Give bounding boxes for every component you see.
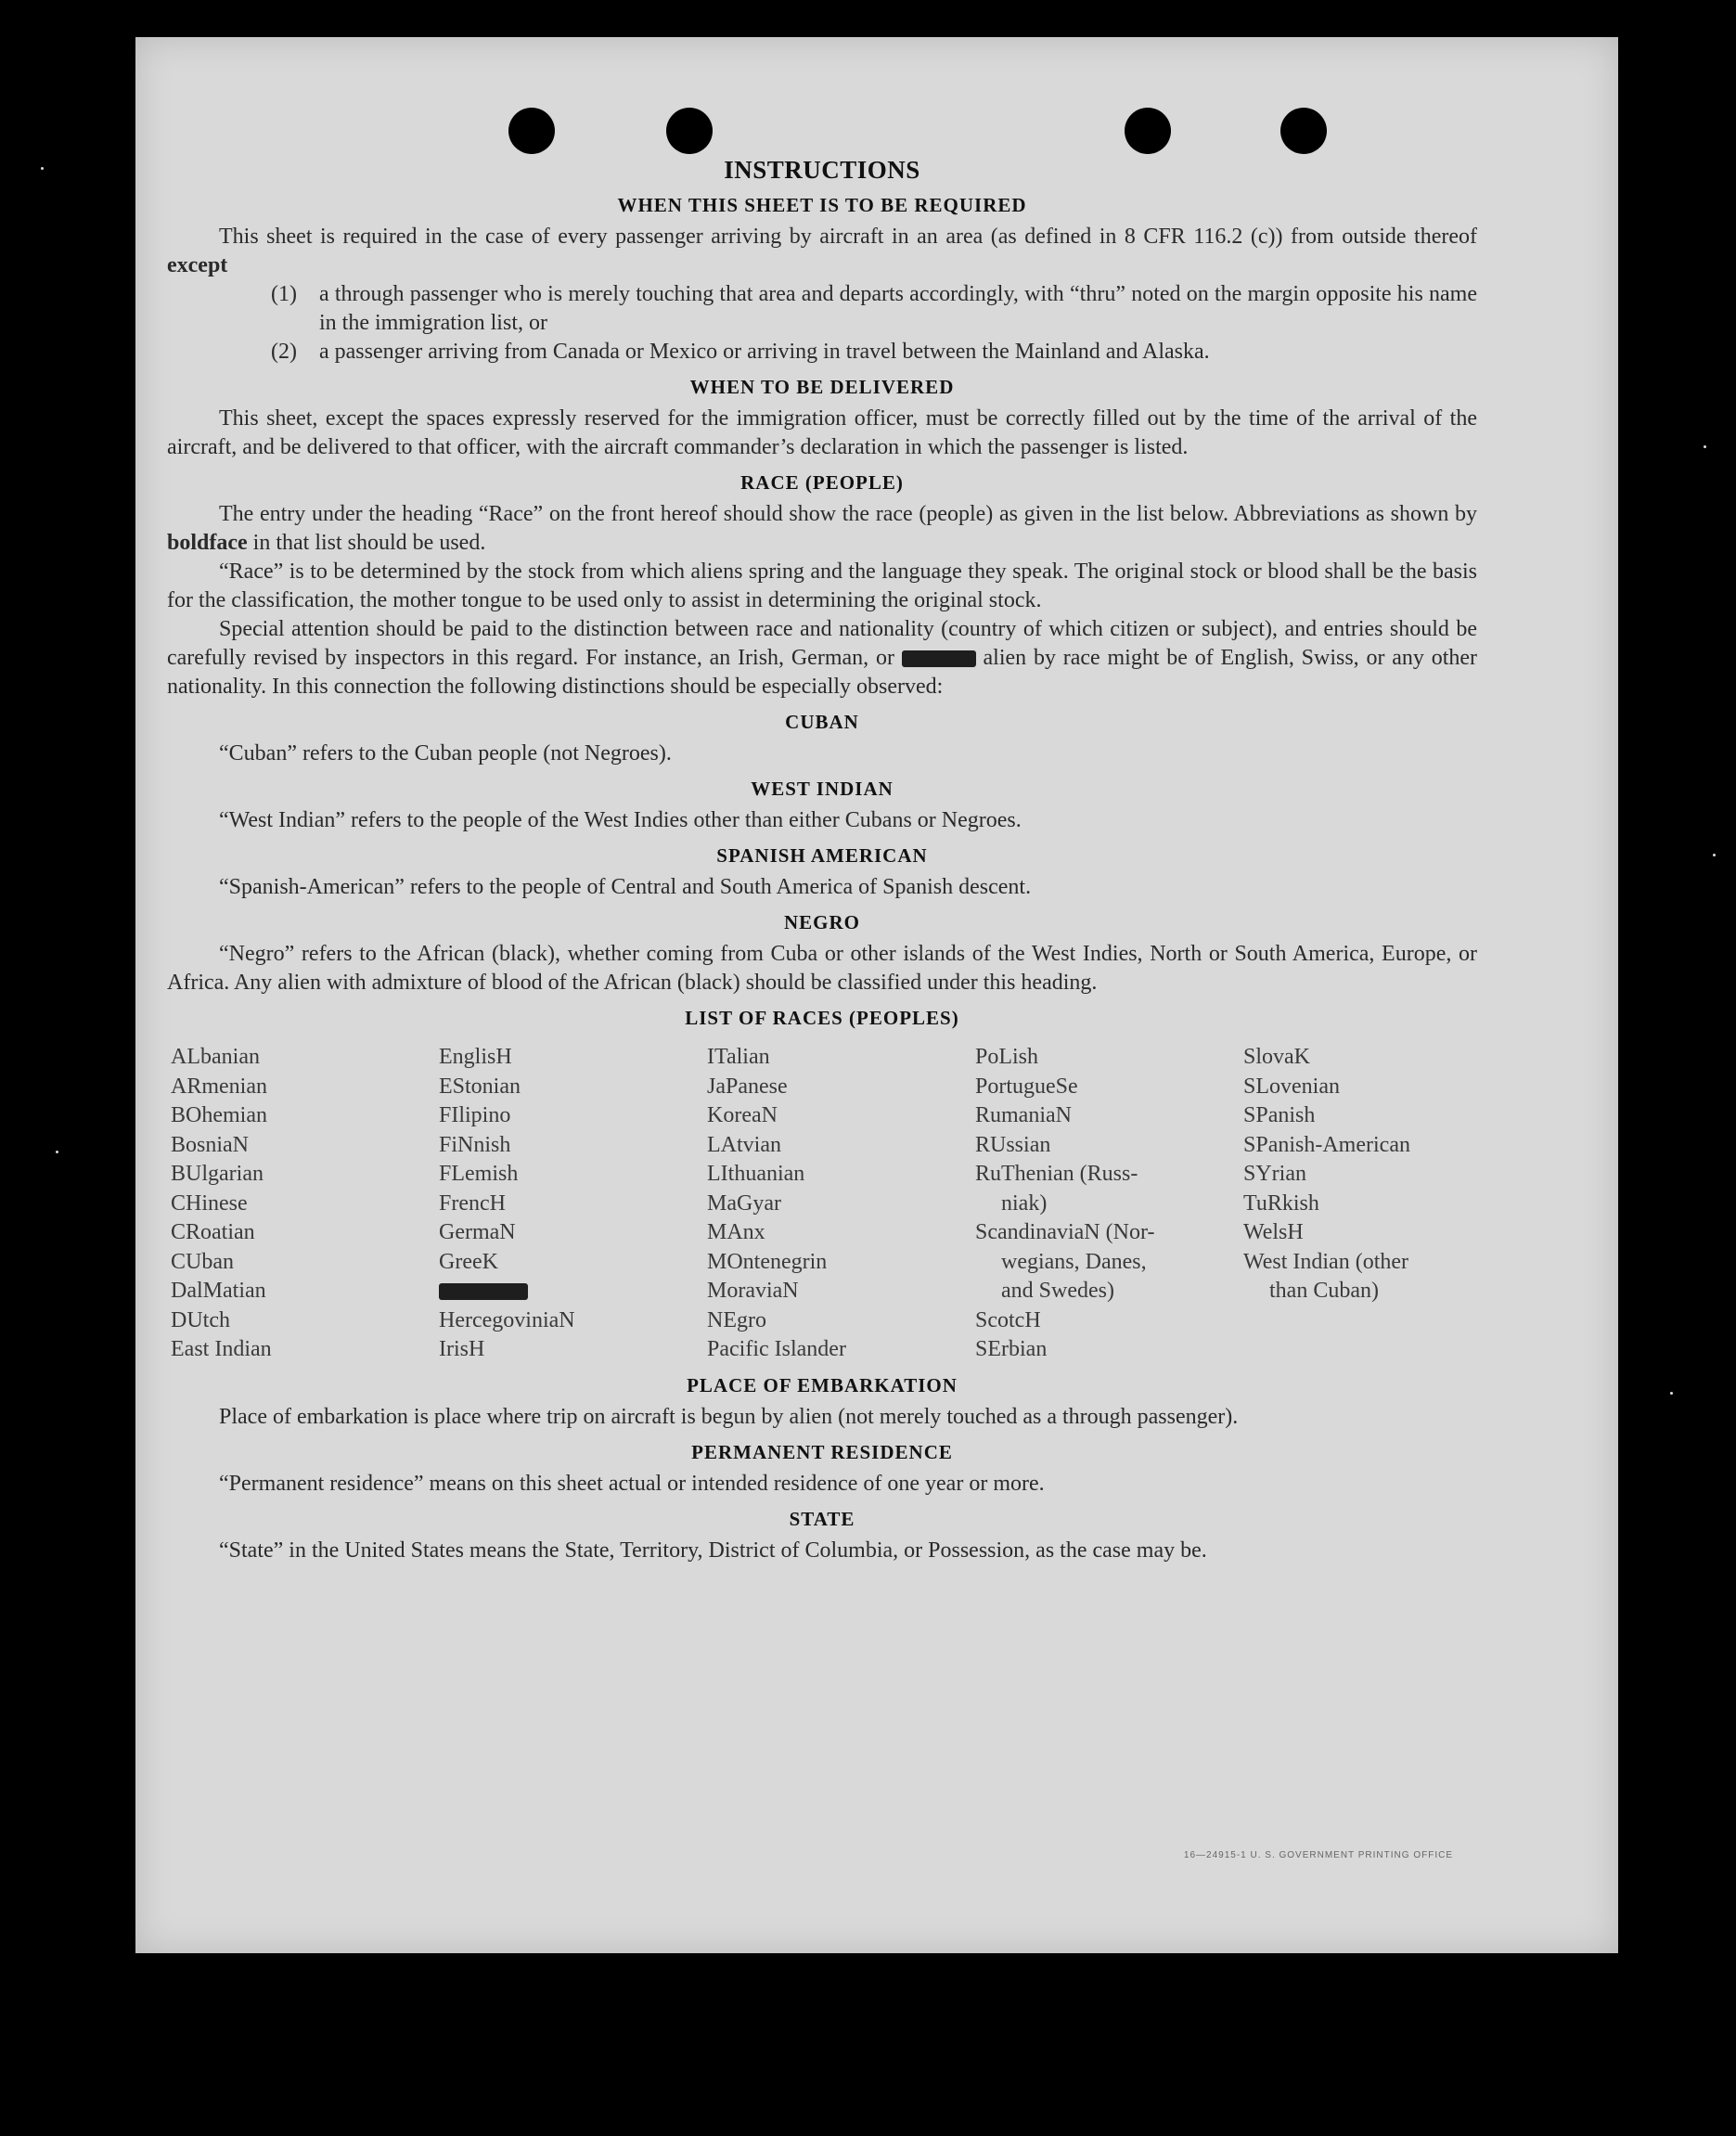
race-entry: TuRkish	[1243, 1190, 1319, 1216]
race-entry: JaPanese	[707, 1074, 788, 1099]
heading-when-delivered: WHEN TO BE DELIVERED	[689, 376, 955, 398]
race-entry: NEgro	[707, 1307, 766, 1332]
exception-item-2: (2) a passenger arriving from Canada or Mexico or arriving in travel between the Mainland and Alaska.	[271, 340, 1210, 364]
race-entry: Pacific Islander	[707, 1337, 846, 1361]
race-entry: West Indian (other	[1243, 1249, 1409, 1274]
race-entry: East Indian	[171, 1337, 272, 1361]
state-text: “State” in the United States means the State, Territory, District of Columbia, or Possession, as the case may be.	[219, 1538, 1207, 1563]
race-column-4	[975, 1043, 1243, 1365]
race-entry: ScandinaviaN (Nor-	[975, 1220, 1155, 1244]
race-entry: ALbanian	[171, 1045, 260, 1069]
race-entry: WelsH	[1243, 1220, 1304, 1244]
document-sheet	[135, 37, 1618, 1953]
race-entry: SErbian	[975, 1337, 1048, 1361]
race-entry: BOhemian	[171, 1103, 267, 1127]
race-entry: ITalian	[707, 1045, 770, 1069]
race-entry: niak)	[1001, 1190, 1048, 1216]
document-body	[167, 156, 1477, 1565]
race-entry: BUlgarian	[171, 1162, 264, 1186]
race-entry: GreeK	[439, 1249, 498, 1274]
race-entry: CUban	[171, 1249, 234, 1274]
race-entry: EnglisH	[439, 1045, 512, 1069]
race-entry: KoreaN	[707, 1103, 778, 1127]
race-entry: RumaniaN	[975, 1103, 1072, 1127]
race-list	[171, 1043, 1477, 1365]
race-entry: MAnx	[707, 1220, 765, 1244]
page-title: INSTRUCTIONS	[724, 156, 920, 184]
race-entry: RuThenian (Russ-	[975, 1162, 1138, 1186]
race-entry: and Swedes)	[1001, 1279, 1114, 1303]
race-entry: ScotcH	[975, 1307, 1041, 1332]
race-entry: SPanish	[1243, 1103, 1316, 1127]
heading-spanish-american: SPANISH AMERICAN	[716, 844, 928, 867]
west-indian-text: “West Indian” refers to the people of the West Indies other than either Cubans or Negroes.	[219, 808, 1022, 832]
punch-hole-3	[1125, 108, 1171, 154]
race-entry: SPanish-American	[1243, 1132, 1410, 1157]
heading-embarkation: PLACE OF EMBARKATION	[687, 1373, 958, 1396]
race-entry: than Cuban)	[1269, 1279, 1379, 1303]
race-entry: FLemish	[439, 1162, 519, 1186]
race-column-1	[171, 1043, 439, 1365]
heading-cuban: CUBAN	[785, 711, 859, 733]
race-entry: MOntenegrin	[707, 1249, 828, 1274]
race-entry: DUtch	[171, 1307, 230, 1332]
race-column-5	[1243, 1043, 1481, 1365]
race-entry: HercegoviniaN	[439, 1307, 575, 1332]
heading-state: STATE	[789, 1507, 855, 1530]
race-entry: PortugueSe	[975, 1074, 1078, 1099]
negro-text: “Negro” refers to the African (black), whether coming from Cuba or other islands of the West Indies, North or South America, Europe, or Africa. Any alien with admixture of blood of the African (black) should be classified under this heading.	[167, 942, 1477, 995]
race-entry-redacted	[439, 1277, 707, 1306]
race-entry: FiNnish	[439, 1132, 511, 1157]
cuban-text: “Cuban” refers to the Cuban people (not Negroes).	[219, 741, 672, 766]
race-entry: EStonian	[439, 1074, 521, 1099]
race-entry: CRoatian	[171, 1220, 255, 1244]
race-column-2	[439, 1043, 707, 1365]
race-entry: GermaN	[439, 1220, 516, 1244]
spanish-american-text: “Spanish-American” refers to the people of Central and South America of Spanish descent.	[219, 875, 1032, 899]
redaction-mark	[902, 650, 976, 667]
race-paragraph-2: “Race” is to be determined by the stock from which aliens spring and the language they speak. The original stock or blood shall be the basis for the classification, the mother tongue to be used only to assist in determining the original stock.	[167, 560, 1477, 612]
race-entry: LAtvian	[707, 1132, 781, 1157]
race-entry: SYrian	[1243, 1162, 1306, 1186]
race-entry: IrisH	[439, 1337, 485, 1361]
race-entry: MoraviaN	[707, 1279, 799, 1303]
race-entry: DalMatian	[171, 1279, 266, 1303]
punch-hole-4	[1280, 108, 1327, 154]
race-paragraph-1: The entry under the heading “Race” on the front hereof should show the race (people) as given in the list below. Abbreviations as shown by boldface in that list should be used.	[167, 502, 1477, 555]
heading-race: RACE (PEOPLE)	[740, 471, 904, 494]
race-column-3	[707, 1043, 975, 1365]
exception-item-1: (1) a through passenger who is merely touching that area and departs accordingly, with “thru” noted on the margin opposite his name in the immigration list, or	[271, 282, 1477, 335]
race-entry: BosniaN	[171, 1132, 249, 1157]
when-delivered-text: This sheet, except the spaces expressly reserved for the immigration officer, must be correctly filled out by the time of the arrival of the aircraft, and be delivered to that officer, with the aircraft commander’s declaration in which the passenger is listed.	[167, 406, 1477, 459]
punch-hole-1	[508, 108, 555, 154]
race-entry: LIthuanian	[707, 1162, 805, 1186]
race-entry: FIlipino	[439, 1103, 511, 1127]
race-entry: ARmenian	[171, 1074, 267, 1099]
printer-code: 16—24915-1 U. S. GOVERNMENT PRINTING OFFICE	[1183, 1850, 1453, 1860]
race-entry: PoLish	[975, 1045, 1039, 1069]
race-entry: SLovenian	[1243, 1074, 1340, 1099]
when-required-intro: This sheet is required in the case of every passenger arriving by aircraft in an area (as defined in 8 CFR 116.2 (c)) from outside thereof except	[167, 225, 1477, 277]
heading-permanent-residence: PERMANENT RESIDENCE	[691, 1440, 953, 1463]
race-entry: CHinese	[171, 1190, 248, 1216]
embarkation-text: Place of embarkation is place where trip on aircraft is begun by alien (not merely touched as a through passenger).	[219, 1404, 1239, 1429]
heading-when-required: WHEN THIS SHEET IS TO BE REQUIRED	[617, 194, 1027, 216]
punch-hole-2	[666, 108, 713, 154]
race-entry: SlovaK	[1243, 1045, 1310, 1069]
race-paragraph-3: Special attention should be paid to the distinction between race and nationality (country of which citizen or subject), and entries should be carefully revised by inspectors in this regard. For instance, an Irish, German, or alien by race might be of English, Swiss, or any other nationality. In this connection the following distinctions should be especially observed:	[167, 617, 1478, 699]
race-entry: RUssian	[975, 1132, 1051, 1157]
race-entry: wegians, Danes,	[1001, 1249, 1147, 1274]
race-entry: FrencH	[439, 1190, 506, 1216]
race-entry: MaGyar	[707, 1190, 781, 1216]
heading-west-indian: WEST INDIAN	[751, 778, 894, 800]
heading-list-of-races: LIST OF RACES (PEOPLES)	[685, 1007, 959, 1029]
residence-text: “Permanent residence” means on this sheet actual or intended residence of one year or more.	[219, 1471, 1045, 1496]
heading-negro: NEGRO	[783, 911, 860, 933]
